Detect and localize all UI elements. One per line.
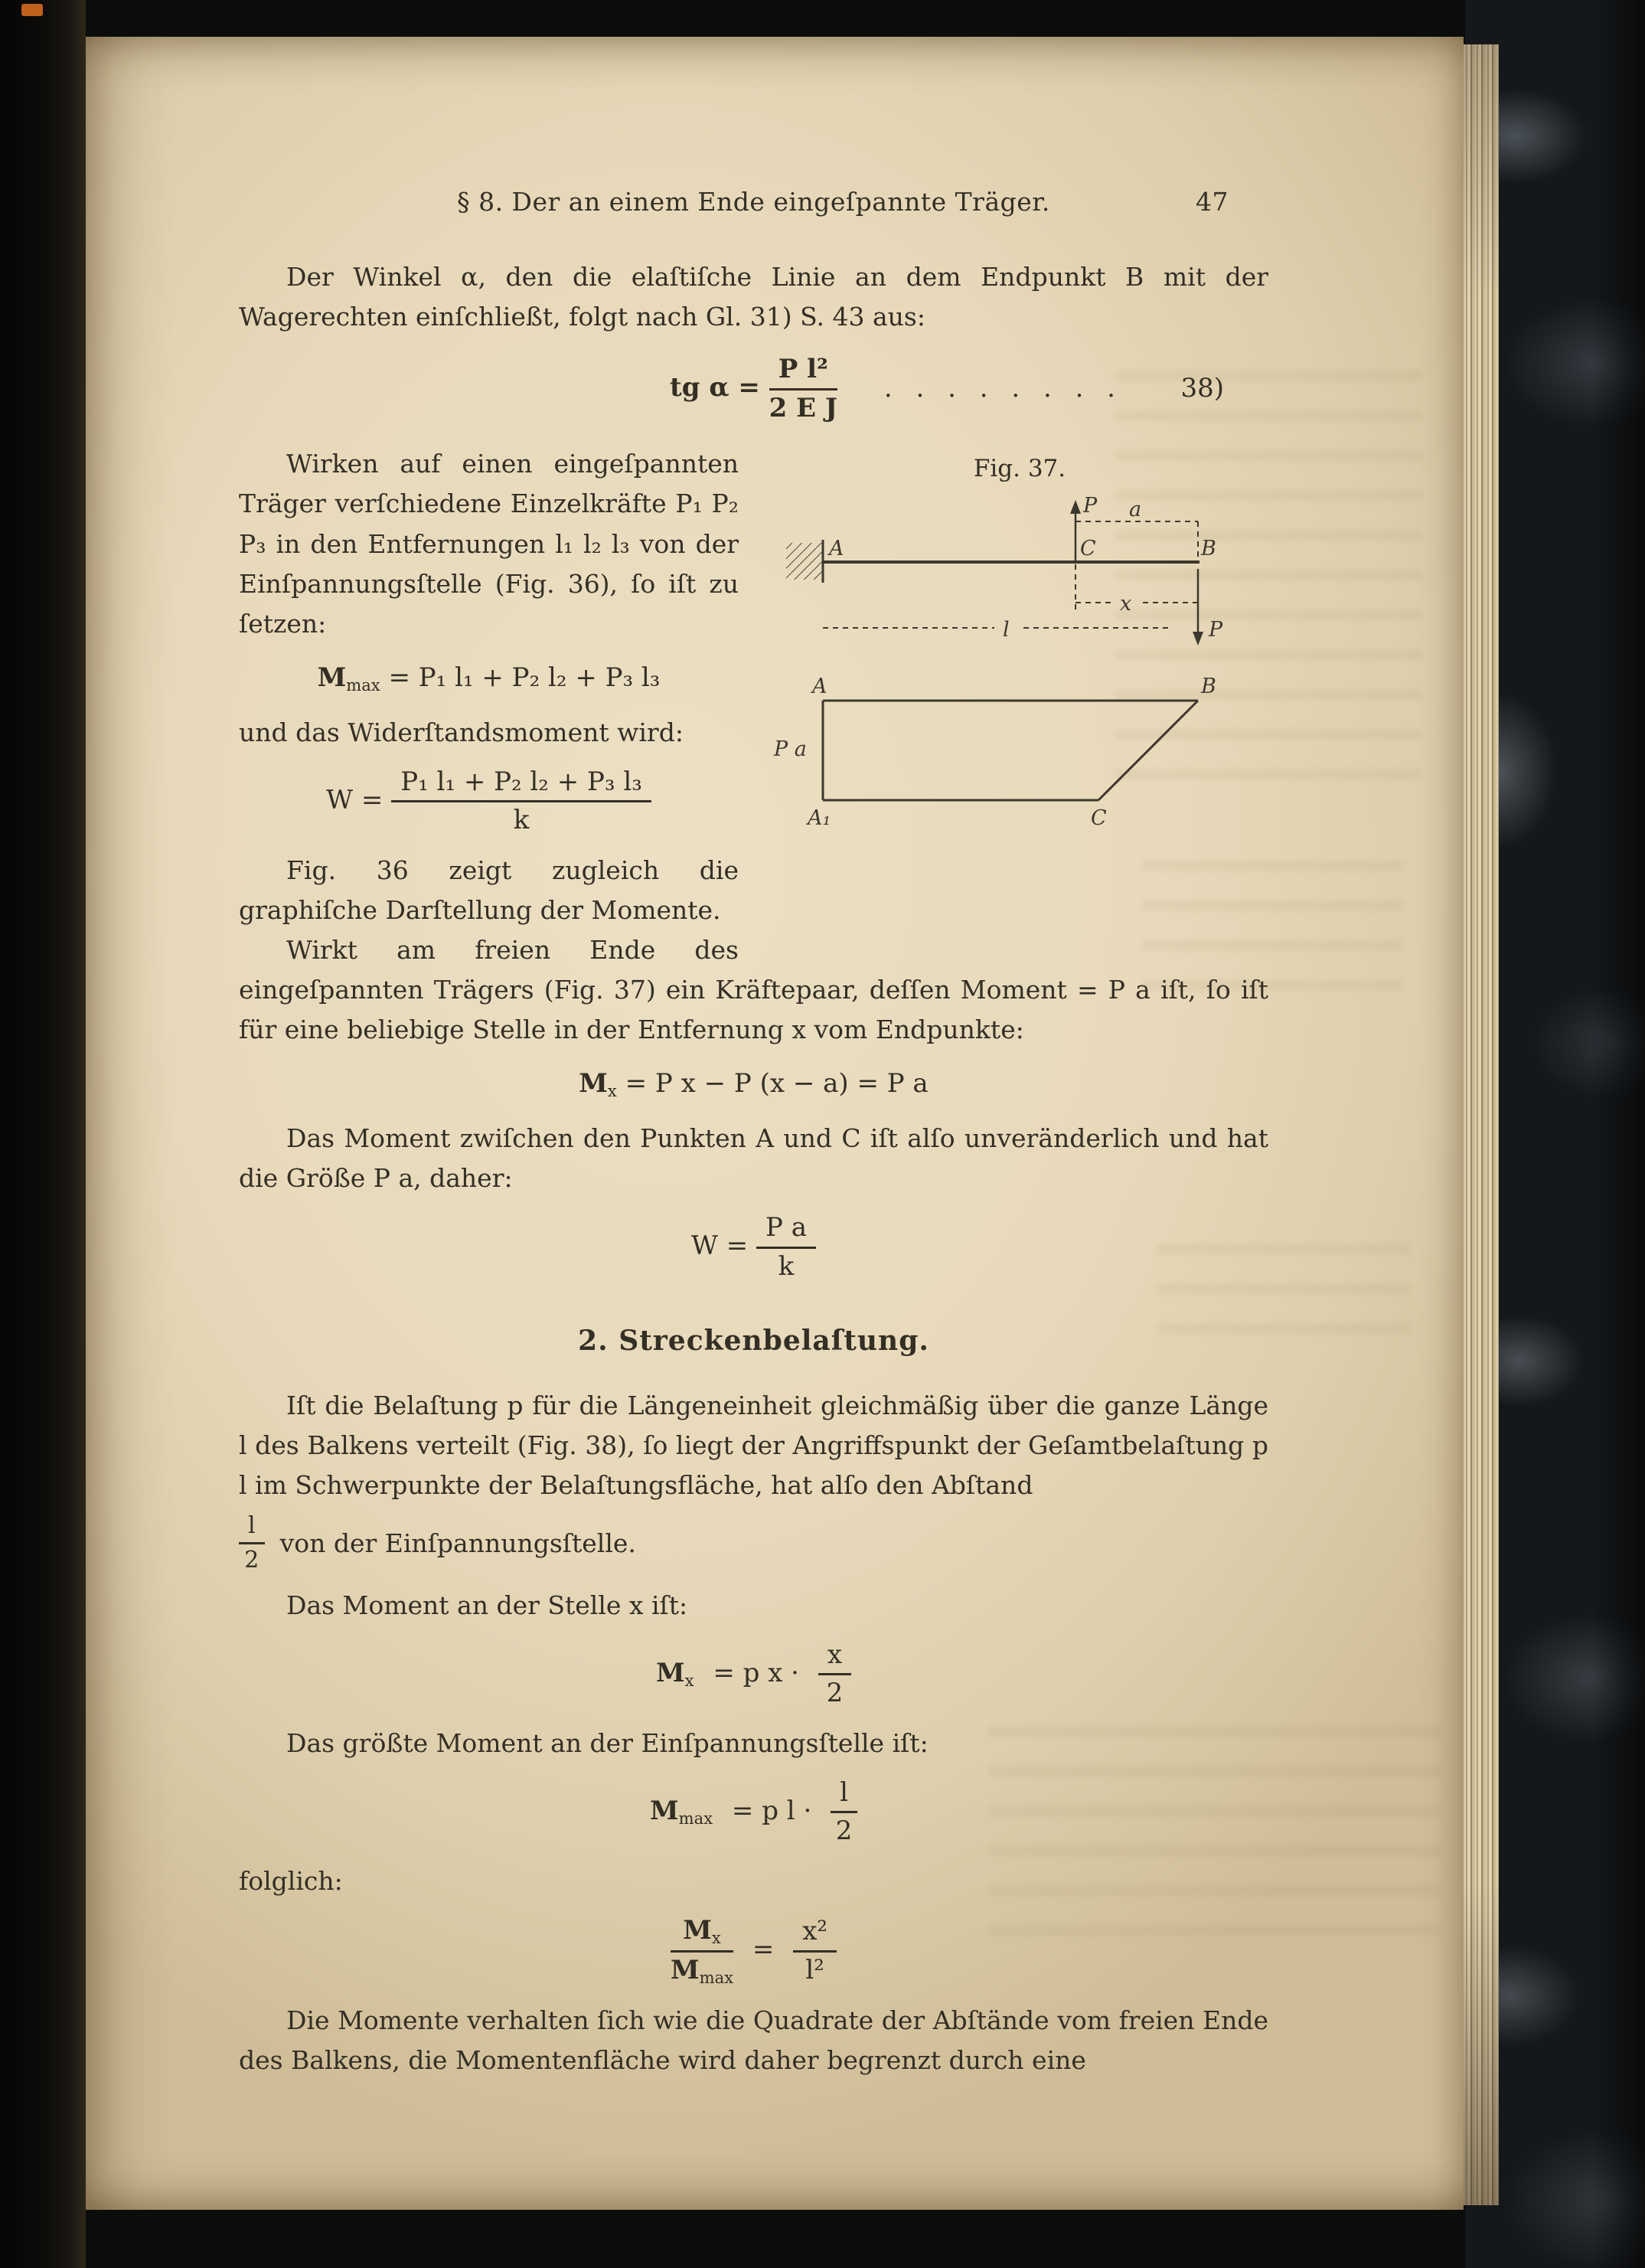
label-l: l (1003, 618, 1010, 642)
label-Pa: P a (774, 737, 807, 762)
moment-subscript: x (684, 1670, 694, 1690)
page-stack-edges (1464, 44, 1499, 2205)
w-fraction (391, 766, 651, 837)
moment-symbol: M (683, 1914, 712, 1946)
paragraph-streckenlast: Iſt die Belaſtung p für die Längeneinheit gleichmäßig über die ganze Länge l des Balkens verteilt (Fig. 38), ſo liegt der Angriffspunkt der Geſamtbelaſtung p l im Schwerpunkte der Belaſtungsfläche, hat alſo den Abſtand (239, 1391, 1268, 1501)
running-header-title: § 8. Der an einem Ende eingeſpannte Träger. (457, 187, 1050, 217)
paragraph-schluss: Die Momente verhalten ſich wie die Quadrate der Abſtände vom freien Ende des Balkens, die Momentenfläche wird daher begrenzt durch eine (239, 2005, 1268, 2076)
wall-hatching (786, 543, 823, 580)
label-B2: B (1201, 675, 1216, 699)
moment-symbol: M (650, 1795, 679, 1826)
eq38-denominator: 2 E J (769, 392, 837, 423)
w-pa-fraction (756, 1212, 816, 1283)
eq38-number-label: 38) (1180, 373, 1224, 404)
equation-ratio (239, 1915, 1268, 1987)
line-abstand-text: von der Einſpannungsſtelle. (279, 1528, 636, 1558)
label-x: x (1120, 592, 1132, 616)
equation-lhs: W = (690, 1230, 749, 1262)
eq38-dot-leaders: . . . . . . . . (883, 373, 1123, 404)
section-heading-streckenbelastung: 2. Streckenbelaſtung. (578, 1325, 929, 1358)
moment-subscript: max (346, 675, 380, 694)
equation-lhs: W = (326, 784, 384, 815)
label-B: B (1201, 537, 1216, 561)
moment-subscript: x (711, 1927, 721, 1947)
line-abstand-l2 (239, 1512, 1268, 1575)
book-spine-left (0, 0, 86, 2268)
running-header (239, 182, 1268, 222)
equation-38 (239, 354, 1268, 424)
label-A: A (829, 537, 844, 561)
page-content (239, 182, 1268, 2080)
ratio-right-denominator: l² (805, 1954, 824, 1985)
equation-mmax-pl (239, 1777, 1268, 1848)
moment-diagonal-line (1098, 701, 1198, 800)
book-cover-edge (1591, 0, 1645, 2268)
w-pa-denominator: k (778, 1250, 795, 1282)
paragraph-widerstandsmoment: und das Widerſtandsmoment wird: (239, 717, 684, 747)
figure-37-diagram (771, 495, 1268, 836)
label-P-up: P (1083, 495, 1098, 518)
eq38-fraction (769, 354, 837, 424)
force-down-arrowhead (1193, 632, 1203, 645)
paragraph-moment-stelle-x: Das Moment an der Stelle x iſt: (286, 1590, 688, 1620)
moment-subscript: max (678, 1808, 713, 1828)
equation-rhs: = P₁ l₁ + P₂ l₂ + P₃ l₃ (388, 662, 661, 693)
figure-37-caption: Fig. 37. (973, 455, 1066, 483)
moment-subscript: x (607, 1081, 617, 1101)
eq38-numerator: P l² (769, 354, 837, 390)
paragraph-groesstes-moment: Das größte Moment an der Einſpannungsſtelle iſt: (286, 1727, 929, 1758)
page-number: 47 (1196, 187, 1229, 217)
paragraph-winkel: Der Winkel α, den die elaſtiſche Linie an dem Endpunkt B mit der Wagerechten einſchließt, folgt nach Gl. 31) S. 43 aus: (239, 262, 1268, 332)
l2b-fraction (831, 1777, 857, 1848)
paragraph-moment-ac: Das Moment zwiſchen den Punkten A und C iſt alſo unveränderlich und hat die Größe P a, daher: (239, 1123, 1268, 1194)
x2-denominator: 2 (826, 1678, 844, 1709)
l2-fraction (239, 1512, 265, 1575)
moment-subscript: max (699, 1967, 734, 1987)
label-A2: A (812, 675, 827, 699)
label-P-down: P (1209, 618, 1223, 642)
label-C2: C (1091, 806, 1107, 831)
ratio-right-fraction (793, 1916, 837, 1986)
force-up-arrowhead (1070, 500, 1081, 514)
ratio-right-numerator: x² (793, 1916, 837, 1952)
equation-rhs: = P x − P (x − a) = P a (625, 1068, 929, 1100)
book-page (86, 37, 1464, 2210)
l2b-numerator: l (831, 1777, 857, 1813)
label-A1: A₁ (808, 806, 831, 831)
label-C: C (1080, 537, 1096, 561)
moment-symbol: M (655, 1657, 685, 1688)
ratio-left-numerator (671, 1915, 733, 1953)
eq38-lhs: tg α = (670, 372, 760, 404)
label-a: a (1129, 498, 1142, 522)
x2-numerator: x (818, 1639, 851, 1675)
w-denominator: k (513, 805, 530, 836)
moment-symbol: M (579, 1068, 608, 1100)
ratio-left-fraction (671, 1915, 733, 1987)
w-pa-numerator: P a (756, 1212, 816, 1248)
figure-37 (771, 447, 1268, 937)
equals-sign: = (752, 1934, 775, 1966)
paragraph-folglich: folglich: (239, 1865, 343, 1896)
ratio-left-denominator (671, 1953, 733, 1988)
paragraph-fig36: Fig. 36 zeigt zugleich die graphiſche Darſtellung der Momente. (239, 855, 739, 925)
equation-w-pa (239, 1212, 1268, 1283)
moment-symbol: M (670, 1954, 700, 1985)
paragraph-kraeftepaar: Wirkt am freien Ende des eingeſpannten Trägers (Fig. 37) ein Kräftepaar, deſſen Moment = P a iſt, ſo iſt für eine beliebige Stelle in der Entfernung x vom Endpunkte: (239, 934, 1268, 1045)
w-numerator: P₁ l₁ + P₂ l₂ + P₃ l₃ (391, 766, 651, 802)
paragraph-einzelkraefte: Wirken auf einen eingeſpannten Träger verſchiedene Einzelkräfte P₁ P₂ P₃ in den Entfernungen l₁ l₂ l₃ von der Einſpannungsſtelle (Fig. 36), ſo iſt zu ſetzen: (239, 449, 739, 639)
moment-symbol: M (317, 662, 347, 693)
equation-mid: = p x · (713, 1657, 799, 1688)
equation-mid: = p l · (731, 1795, 812, 1826)
equation-mx (239, 1064, 1268, 1105)
equation-mx-px (239, 1639, 1268, 1710)
l2-numerator: l (239, 1512, 265, 1545)
l2-denominator: 2 (244, 1547, 259, 1574)
l2b-denominator: 2 (835, 1815, 853, 1847)
x2-fraction (818, 1639, 851, 1710)
orange-corner-mark (21, 4, 43, 16)
figure-text-zone (239, 444, 1268, 1050)
